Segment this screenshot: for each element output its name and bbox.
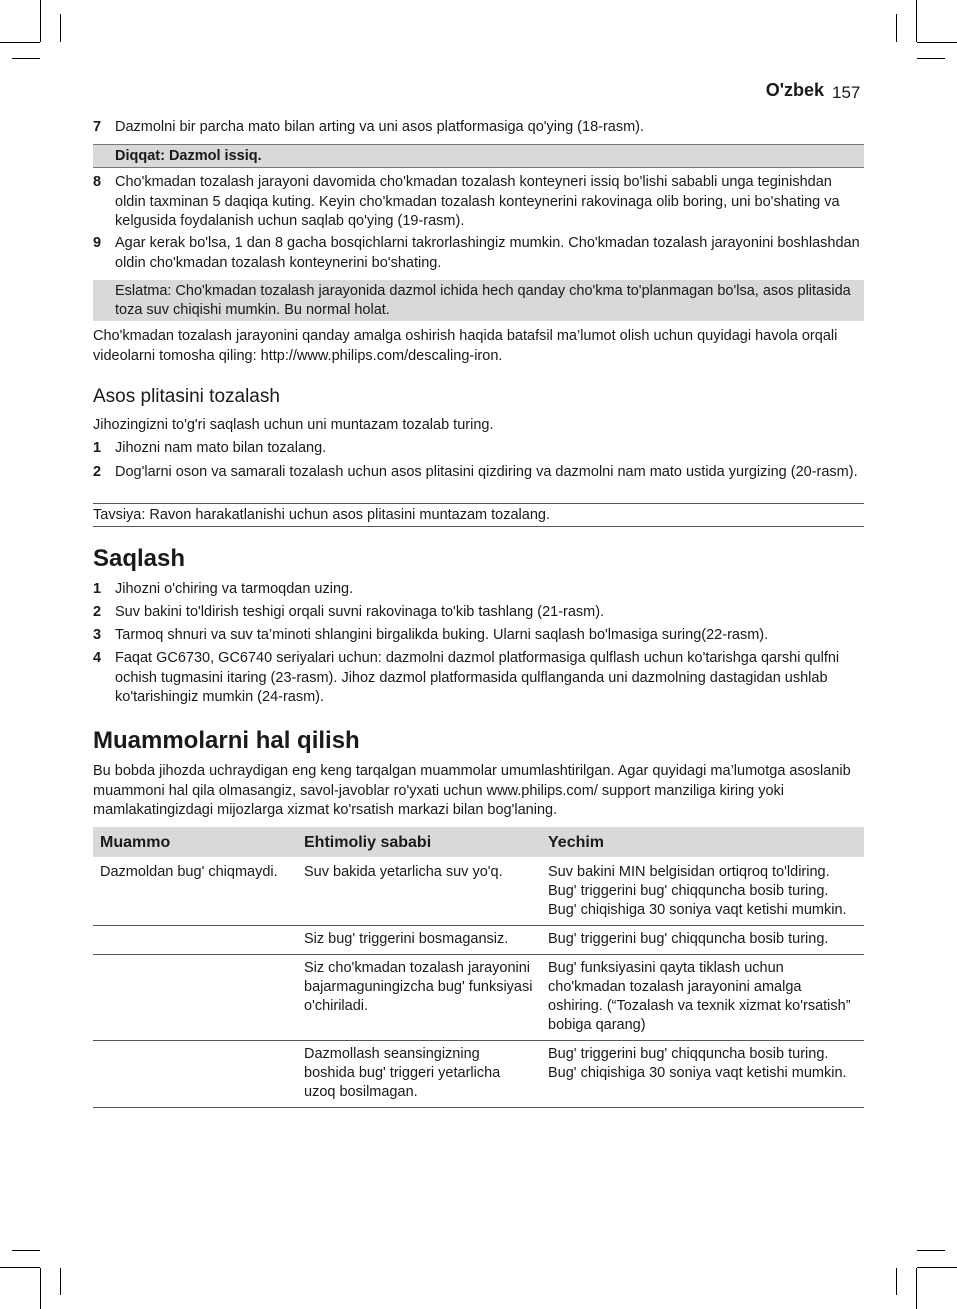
cause-cell: Dazmollash seansingizning boshida bug' triggeri yetarlicha uzoq bosilmagan. xyxy=(297,1041,541,1108)
step-item xyxy=(93,626,864,646)
solution-cell: Suv bakini MIN belgisidan ortiqroq to'ldiring. Bug' triggerini bug' chiqquncha bosib turing. Bug' chiqishiga 30 soniya vaqt ketishi mumkin. xyxy=(541,857,864,926)
step-item xyxy=(93,603,864,623)
solution-cell: Bug' triggerini bug' chiqquncha bosib turing. xyxy=(541,926,864,955)
step-text: Jihozni nam mato bilan tozalang. xyxy=(115,440,327,456)
crop-mark xyxy=(896,1268,897,1295)
column-header-problem: Muammo xyxy=(93,827,297,857)
step-item xyxy=(93,649,864,708)
step-item xyxy=(93,234,864,273)
step-number: 2 xyxy=(93,604,102,620)
step-item xyxy=(93,580,864,600)
crop-mark xyxy=(40,1268,41,1309)
step-number: 1 xyxy=(93,581,102,597)
problem-cell: Dazmoldan bug' chiqmaydi. xyxy=(93,857,297,926)
cause-cell: Suv bakida yetarlicha suv yo'q. xyxy=(297,857,541,926)
video-link-paragraph: Cho'kmadan tozalash jarayonini qanday amalga oshirish haqida batafsil ma’lumot olish uchun quyidagi havola orqali videolarni tomosha qiling: http://www.philips.com/descaling-iron. xyxy=(93,328,838,364)
problem-cell xyxy=(93,1041,297,1108)
step-number: 1 xyxy=(93,440,102,456)
crop-mark xyxy=(917,1267,957,1268)
step-text: Jihozni o'chiring va tarmoqdan uzing. xyxy=(115,581,354,597)
crop-mark xyxy=(916,1268,917,1309)
crop-mark xyxy=(12,58,40,59)
crop-mark xyxy=(896,14,897,42)
crop-mark xyxy=(0,42,40,43)
step-text: Dog'larni oson va samarali tozalash uchun asos plitasini qizdiring va dazmolni nam mato ustida yurgizing (20-rasm). xyxy=(115,464,858,480)
crop-mark xyxy=(60,14,61,42)
step-text: Agar kerak bo'lsa, 1 dan 8 gacha bosqichlarni takrorlashingiz mumkin. Cho'kmadan tozalash jarayonini boshlashdan oldin cho'kmadan tozalash konteynerini bo'shating. xyxy=(115,235,860,271)
step-item xyxy=(93,439,864,459)
cause-cell: Siz bug' triggerini bosmagansiz. xyxy=(297,926,541,955)
step-number: 4 xyxy=(93,650,102,666)
language-label: O'zbek xyxy=(765,80,824,100)
crop-mark xyxy=(917,1250,945,1251)
crop-mark xyxy=(60,1268,61,1295)
caution-bar xyxy=(93,144,864,168)
note-text: Eslatma: Cho'kmadan tozalash jarayonida dazmol ichida hech qanday cho'kma to'planmagan bo'lsa, asos plitasida toza suv chiqishi mumkin. Bu normal holat. xyxy=(115,283,851,318)
column-header-solution: Yechim xyxy=(541,827,864,857)
step-number: 8 xyxy=(93,174,102,190)
table-row xyxy=(93,1041,864,1108)
step-number: 9 xyxy=(93,235,102,251)
solution-cell: Bug' funksiyasini qayta tiklash uchun cho'kmadan tozalash jarayonini amalga oshiring. (“Tozalash va texnik xizmat ko'rsatish” bobiga qarang) xyxy=(541,955,864,1041)
step-number: 3 xyxy=(93,627,102,643)
crop-mark xyxy=(0,1267,40,1268)
table-row xyxy=(93,926,864,955)
step-text: Suv bakini to'ldirish teshigi orqali suvni rakovinaga to'kib tashlang (21-rasm). xyxy=(115,604,605,620)
troubleshooting-intro: Bu bobda jihozda uchraydigan eng keng tarqalgan muammolar umumlashtirilgan. Agar quyidagi ma’lumotga asoslanib muammoni hal qila olmasangiz, savol-javoblar ro'yxati uchun www.philips.com/ support manziliga kiring yoki mamlakatingizdagi mijozlarga xizmat ko'rsatish markazi bilan bog'laning. xyxy=(93,763,851,818)
step-text: Tarmoq shnuri va suv ta’minoti shlangini birgalikda buking. Ularni saqlash bo'lmasiga suring(22-rasm). xyxy=(115,627,769,643)
section-title-storage: Saqlash xyxy=(93,545,186,572)
soleplate-tip: Tavsiya: Ravon harakatlanishi uchun asos plitasini muntazam tozalang. xyxy=(93,507,550,523)
step-number: 2 xyxy=(93,464,102,480)
problem-cell xyxy=(93,955,297,1041)
table-header-row xyxy=(93,827,864,857)
step-number: 7 xyxy=(93,119,102,135)
crop-mark xyxy=(40,0,41,42)
soleplate-intro: Jihozingizni to'g'ri saqlash uchun uni muntazam tozalab turing. xyxy=(93,417,494,433)
section-title-soleplate: Asos plitasini tozalash xyxy=(93,386,280,407)
note-bar xyxy=(93,280,864,321)
column-header-cause: Ehtimoliy sababi xyxy=(297,827,541,857)
troubleshooting-table xyxy=(93,827,864,1108)
divider xyxy=(93,503,864,504)
table-row xyxy=(93,955,864,1041)
step-text: Faqat GC6730, GC6740 seriyalari uchun: dazmolni dazmol platformasiga qulflash uchun ko'tarishga qarshi qulfni ochish tugmasini itaring (23-rasm). Jihoz dazmol platformasida qulflanganda uni dazmolning dastagidan ushlab ko'tarishingiz mumkin (24-rasm). xyxy=(115,650,840,705)
step-item xyxy=(93,463,864,483)
caution-text: Diqqat: Dazmol issiq. xyxy=(115,148,262,164)
step-text: Cho'kmadan tozalash jarayoni davomida cho'kmadan tozalash konteyneri issiq bo'lishi sababli unga teginishdan oldin taxminan 5 daqiqa kuting. Keyin cho'kmadan tozalash konteynerini rakovinaga olib boring, uni bo'shating va kelgusida foydalanish uchun saqlab qo'ying (19-rasm). xyxy=(115,174,840,229)
step-item xyxy=(93,173,864,232)
crop-mark xyxy=(12,1250,40,1251)
step-text: Dazmolni bir parcha mato bilan arting va uni asos platformasiga qo'ying (18-rasm). xyxy=(115,119,645,135)
step-item xyxy=(93,118,864,138)
crop-mark xyxy=(917,58,945,59)
section-title-troubleshooting: Muammolarni hal qilish xyxy=(93,727,360,754)
problem-cell xyxy=(93,926,297,955)
solution-cell: Bug' triggerini bug' chiqquncha bosib turing. Bug' chiqishiga 30 soniya vaqt ketishi mumkin. xyxy=(541,1041,864,1108)
divider xyxy=(93,526,864,527)
table-row xyxy=(93,857,864,926)
page-number: 157 xyxy=(832,83,861,102)
crop-mark xyxy=(917,42,957,43)
cause-cell: Siz cho'kmadan tozalash jarayonini bajarmaguningizcha bug' funksiyasi o'chiriladi. xyxy=(297,955,541,1041)
crop-mark xyxy=(916,0,917,42)
